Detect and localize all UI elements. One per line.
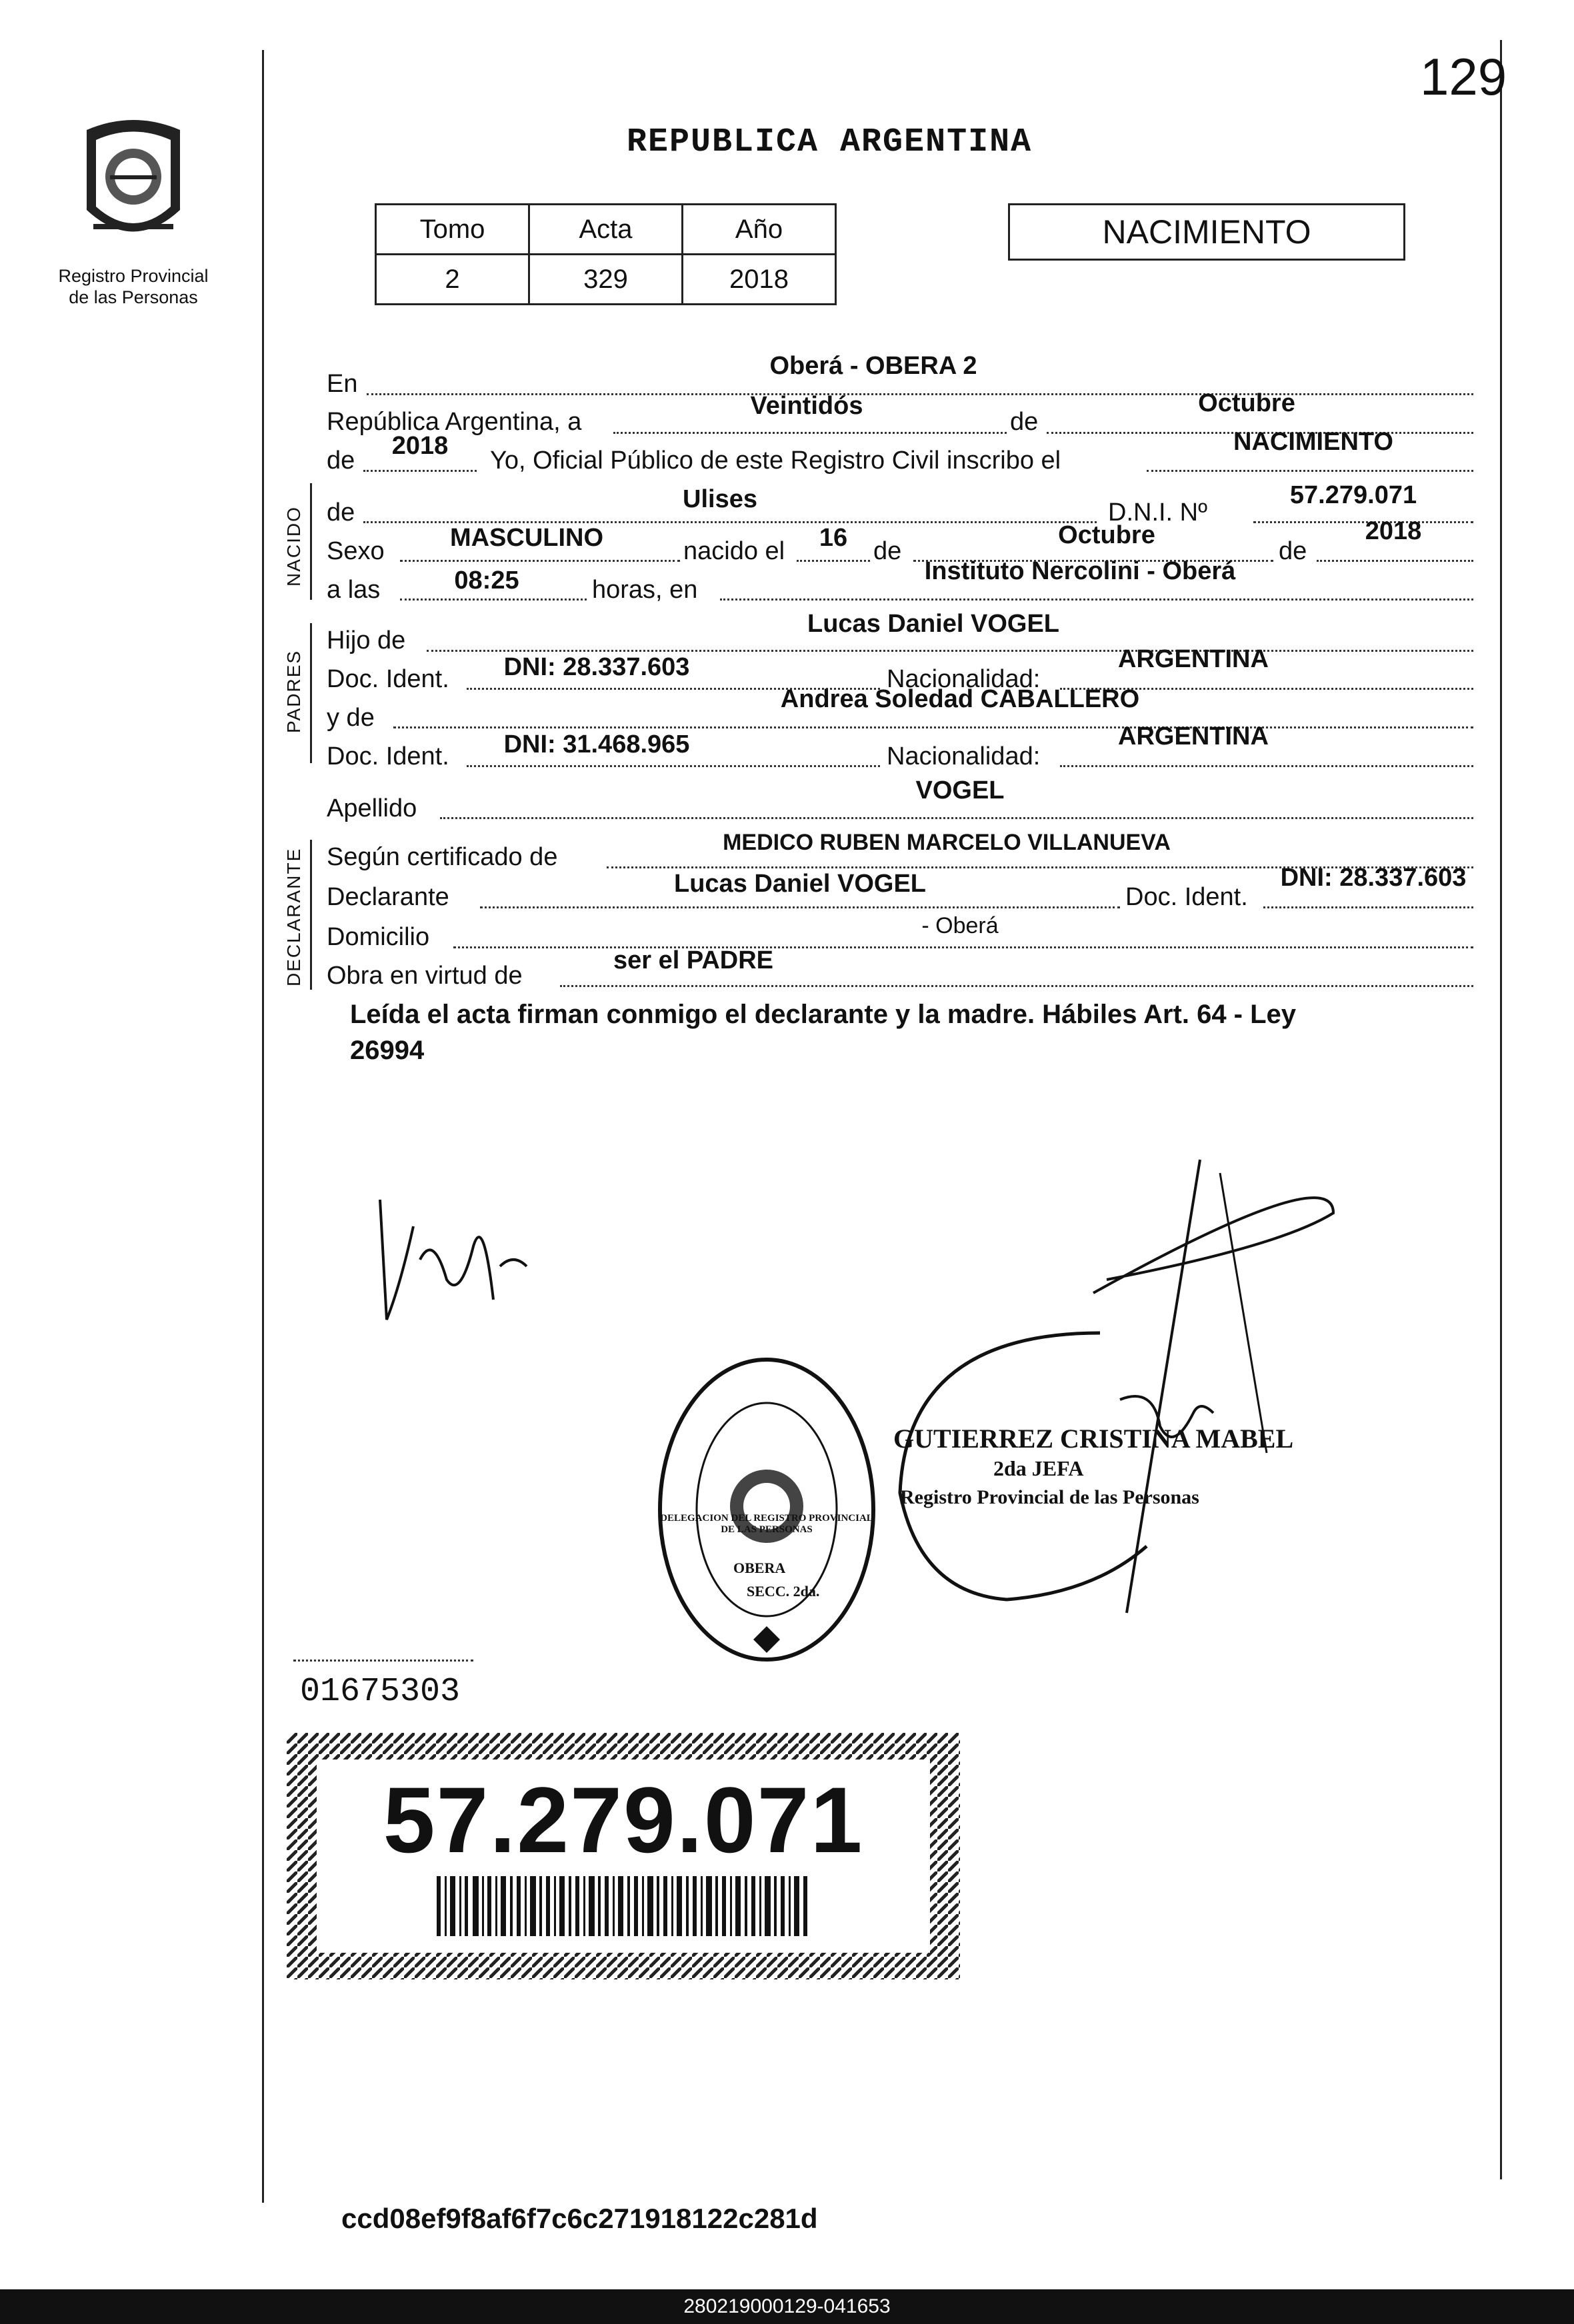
decl-doc: DNI: 28.337.603 (1280, 864, 1467, 892)
left-margin-line (262, 50, 264, 2203)
record-type-box: NACIMIENTO (1008, 203, 1405, 261)
day-dots (797, 560, 870, 562)
nacido-section-line (310, 483, 312, 600)
header-anio: Año (683, 205, 836, 255)
father-dots (427, 650, 1473, 652)
declarante-section-label: DECLARANTE (283, 847, 304, 986)
right-margin-line (1500, 40, 1502, 2179)
father-nat-label: Nacionalidad: (887, 665, 1041, 693)
header-tomo: Tomo (376, 205, 529, 255)
father-doc: DNI: 28.337.603 (503, 653, 690, 681)
mother-nationality: ARGENTINA (1118, 722, 1269, 750)
official-signature (867, 1133, 1373, 1626)
sexo-dots (400, 560, 680, 562)
obra-dots (560, 985, 1473, 987)
value-tomo: 2 (376, 255, 529, 305)
decl-value: Lucas Daniel VOGEL (674, 870, 926, 898)
act-type-dots (1147, 470, 1473, 472)
birth-hour: 08:25 (454, 567, 519, 594)
alas-label: a las (327, 576, 381, 604)
legal-text-line2: 26994 (350, 1036, 425, 1065)
mother-nat-dots (1060, 765, 1473, 767)
mother-doc-dots (467, 765, 880, 767)
padres-section-line (310, 623, 312, 763)
serial-underline (293, 1660, 473, 1662)
hijo-label: Hijo de (327, 626, 406, 654)
seal-inner-2: SECC. 2da. (747, 1583, 820, 1600)
seal-ring-text: DELEGACION DEL REGISTRO PROVINCIAL DE LAS PERSONAS (660, 1513, 873, 1535)
child-dni: 57.279.071 (1289, 481, 1417, 509)
republica-label: República Argentina, a (327, 408, 582, 436)
sexo-label: Sexo (327, 537, 385, 565)
place-value: Oberá - OBERA 2 (769, 352, 977, 380)
father-nationality: ARGENTINA (1118, 645, 1269, 673)
padres-section-label: PADRES (283, 649, 304, 733)
footer-code-bar: 280219000129-041653 (0, 2289, 1574, 2324)
hour-dots (400, 598, 587, 600)
de2-label: de (327, 447, 355, 475)
obra-label: Obra en virtud de (327, 962, 523, 990)
seal-oval-icon (653, 1353, 880, 1666)
decl-label: Declarante (327, 883, 449, 911)
de-label-3: de (1279, 537, 1307, 565)
nacido-de-label: de (327, 499, 355, 527)
apellido-label: Apellido (327, 794, 417, 822)
en-label: En (327, 370, 358, 398)
birth-place-dots (720, 598, 1473, 600)
mother-doc: DNI: 31.468.965 (503, 730, 690, 758)
value-anio: 2018 (683, 255, 836, 305)
sexo-value: MASCULINO (449, 524, 604, 552)
official-name: GUTIERREZ CRISTINA MABEL (893, 1424, 1294, 1454)
de-label: de (1010, 408, 1039, 436)
nacido-section-label: NACIDO (283, 506, 304, 586)
decl-dots (480, 906, 1120, 908)
birth-year: 2018 (1365, 517, 1422, 545)
name-dots (363, 521, 1097, 523)
document-title: REPUBLICA ARGENTINA (627, 123, 1033, 161)
misiones-emblem-icon (73, 110, 193, 257)
dom-value: - Oberá (921, 913, 999, 938)
yo-text: Yo, Oficial Público de este Registro Civil inscribo el (490, 447, 1061, 475)
emblem-caption-1: Registro Provincial (58, 266, 209, 286)
father-doc-label: Doc. Ident. (327, 665, 449, 693)
father-name: Lucas Daniel VOGEL (807, 610, 1059, 638)
dom-label: Domicilio (327, 923, 430, 951)
obra-value: ser el PADRE (613, 946, 774, 974)
value-acta: 329 (529, 255, 683, 305)
birth-place: Instituto Nercolini - Oberá (924, 557, 1236, 585)
year-dots (363, 470, 477, 472)
decl-doc-label: Doc. Ident. (1125, 883, 1248, 911)
page-number: 129 (1420, 47, 1507, 106)
declarante-section-line (310, 840, 312, 990)
decl-doc-dots (1263, 906, 1473, 908)
official-office: Registro Provincial de las Personas (900, 1486, 1199, 1508)
yde-label: y de (327, 704, 375, 732)
dni-label: D.N.I. Nº (1108, 499, 1207, 527)
mother-nat-label: Nacionalidad: (887, 742, 1041, 770)
act-type-value: NACIMIENTO (1233, 428, 1393, 456)
horas-label: horas, en (592, 576, 698, 604)
day-words: Veintidós (750, 392, 863, 420)
record-table (375, 203, 837, 305)
mother-doc-label: Doc. Ident. (327, 742, 449, 770)
serial-number: 01675303 (300, 1673, 461, 1711)
emblem-caption-2: de las Personas (69, 287, 198, 307)
nacido-el-label: nacido el (683, 537, 785, 565)
barcode-icon (437, 1876, 810, 1936)
child-name: Ulises (683, 485, 757, 513)
province-emblem (53, 110, 213, 308)
mother-name: Andrea Soledad CABALLERO (780, 685, 1140, 713)
legal-text (350, 996, 1457, 1068)
dni-sticker (287, 1733, 960, 1979)
birth-year-dots (1317, 560, 1473, 562)
birth-day: 16 (819, 524, 848, 552)
seal-inner-1: OBERA (733, 1560, 786, 1576)
mother-dots (393, 726, 1473, 728)
year-value: 2018 (391, 432, 449, 460)
cert-value: MEDICO RUBEN MARCELO VILLANUEVA (723, 830, 1171, 855)
birth-month: Octubre (1058, 521, 1155, 549)
month-value: Octubre (1198, 389, 1295, 417)
dni-sticker-number: 57.279.071 (383, 1767, 864, 1872)
legal-text-line1: Leída el acta firman conmigo el declarante y la madre. Hábiles Art. 64 - Ley (350, 1000, 1297, 1029)
declarant-signature (360, 1186, 547, 1346)
apellido-value: VOGEL (915, 776, 1005, 804)
header-acta: Acta (529, 205, 683, 255)
apellido-dots (440, 817, 1473, 819)
document-hash: ccd08ef9f8af6f7c6c271918122c281d (341, 2203, 818, 2234)
registry-seal (653, 1353, 880, 1666)
cert-label: Según certificado de (327, 843, 558, 871)
de-label-2: de (873, 537, 902, 565)
republica-dots (613, 432, 1007, 434)
official-role: 2da JEFA (993, 1456, 1084, 1480)
